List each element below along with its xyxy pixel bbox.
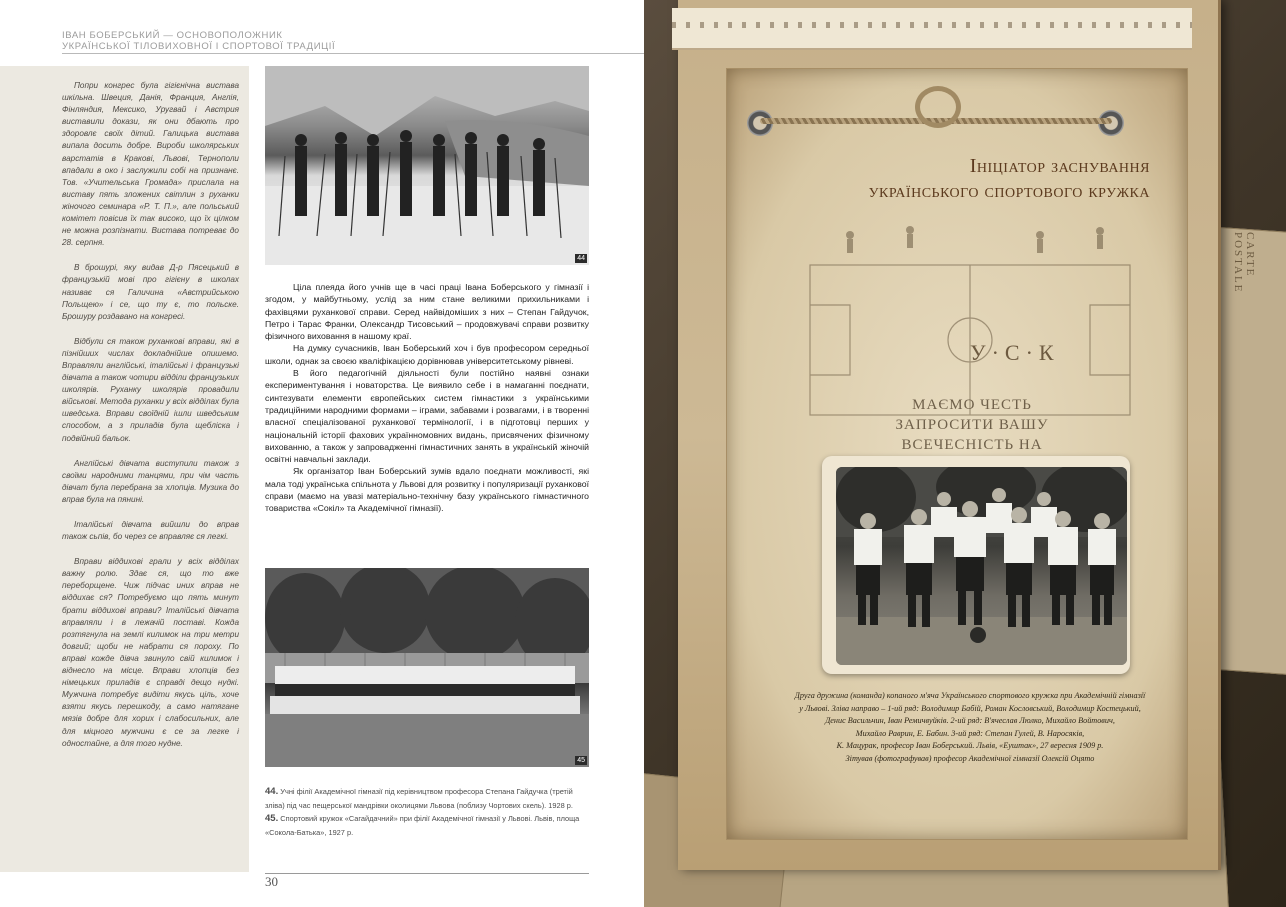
caption-line: Михайло Раврин, Е. Бабин. 3-ий ряд: Степан Гулей, В. Наросяків, — [855, 728, 1085, 738]
running-header — [62, 30, 644, 52]
knot-icon — [915, 86, 961, 128]
photo-captions — [265, 785, 589, 839]
caption-line: Зітував (фотографував) професор Академічної гімназії Олексій Оцято — [845, 753, 1095, 763]
sidebar-text — [62, 80, 239, 763]
body-paragraph: Як організатор Іван Боберський зумів вдало поєднати можливості, які мала тоді українська спільнота у Львові для розвитку і популяризації руханкової справи (маємо на увазі матеріально-технічну базу українського гімнастичного товариства «Сокіл» та Академічної гімназії). — [265, 466, 589, 514]
photo-skiers — [265, 66, 589, 265]
caption-line: Денис Васильчин, Іван Ремичвуйків. 2-ий ряд: В'ячеслав Люлко, Михайло Войтович, — [825, 716, 1115, 726]
caption-number: 44. — [265, 786, 279, 797]
sidebar-paragraph: Італійські дівчата вийшли до вправ також сьпів, бо через се вправляє ся легкі. — [62, 520, 239, 542]
title-line-2: українського спортового кружка — [868, 180, 1150, 202]
team-photo-caption — [775, 690, 1165, 766]
main-text — [265, 281, 589, 515]
notebook-strip — [672, 8, 1192, 50]
caption-45 — [265, 812, 589, 839]
caption-number: 45. — [265, 813, 279, 824]
body-paragraph: В його педагогічній діяльності були постійно наявні ознаки експериментування і новаторства. Це виявило себе і в намаганні поєднати, синтезувати елементи європейських систем гімнастики з українськими традиційними народними формами – іграми, забавами і розвагами, і в творенні власної спеціалізованої руханкової термінології, і в підготовці перших у національній історії фахових українномовних видань, присвячених фізичному вихованню, а також у запровадженні гімнастичних занять в українській жіночій освітні навчальні заклади. — [265, 368, 589, 465]
title-line-1: Ініціатор заснування — [969, 155, 1150, 177]
invitation-banner: МАЄМО ЧЕСТЬ ЗАПРОСИТИ ВАШУ ВСЕЧЕСНІСТЬ НА — [895, 397, 1049, 453]
footer-rule — [265, 873, 589, 874]
usk-emblem: У·С·К — [970, 340, 1060, 365]
photo-number: 44 — [577, 255, 585, 262]
sports-club-illustration — [265, 568, 589, 767]
team-photo — [836, 467, 1127, 665]
sidebar-paragraph: Відбули ся також руханкові вправи, які в пізнійших числах докладнійше опишемо. Вправляли англійські, італійські і французькі дівчата а також чотири відділи французьких школярів. Руханку школярів провадили військові. Метода руханки у всіх відділах була шведська. Вправи своїдній ішли шведським способом, а з приладів була щебліска і подвійний бальок. — [62, 336, 239, 443]
caption-text: Спортовий кружок «Сагайдачний» при філії Академічної гімназії у Львові. Львів, площа «Сокола-Батька», 1927 р. — [265, 814, 580, 837]
caption-line: Друга дружина (команда) копаного м'яча Українського спортового кружка при Академічній гімназії — [794, 691, 1146, 700]
football-team-illustration — [836, 467, 1127, 665]
page-number: 30 — [265, 874, 278, 889]
spread-title — [790, 154, 1150, 204]
skiers-illustration — [265, 66, 589, 265]
caption-text: Учні філії Академічної гімназії під керівництвом професора Степана Гайдучка (третій зліва) під час пещерської мандрівки околицями Львова (поблизу Чортових скель). 1928 р. — [265, 787, 573, 810]
sidebar-paragraph: Англійські дівчата виступили також з своїми народними танцями, при чім часть дівчат була перебрана за хлопців. Музика до вправ була на пянині. — [62, 458, 239, 504]
photo-sports-club — [265, 568, 589, 767]
header-line-2: УКРАЇНСЬКОЇ ТІЛОВИХОВНОЇ І СПОРТОВОЇ ТРАДИЦІЇ — [62, 41, 336, 52]
caption-44 — [265, 785, 589, 812]
photo-number: 45 — [577, 757, 585, 764]
body-paragraph: На думку сучасників, Іван Боберський хоч і був професором середньої школи, однак за своєю кваліфікацією дорівнював університетському рівневі. — [265, 343, 589, 366]
caption-line: у Львові. Зліва направо – 1-ий ряд: Володимир Бабій, Роман Кословський, Володимир Костецький, — [799, 703, 1141, 713]
caption-line: К. Мацурак, професор Іван Боберський. Львів, «Еуштак», 27 вересня 1909 р. — [836, 741, 1104, 751]
body-paragraph: Ціла плеяда його учнів ще в часі праці Івана Боберського у гімназії і згодом, у майбутньому, услід за ним стане великими прихильниками і фахівцями руханкової справи. Серед найвідоміших з них – Степан Гайдучок, Петро і Тарас Франки, Олександр Тисовський – продовжувачі справи розвитку фізичного виховання в нашому краї. — [265, 282, 589, 342]
header-rule — [62, 53, 644, 54]
sidebar-paragraph: Попри конгрес була гігієнічна вистава шкільна. Швеция, Данія, Франция, Англія, Фінляндия, Мексико, Уругвай і Австрия виставили докази, як они дбають про здоровлє своїх дітий. Галицька вистава випала досить добре. Вироби школярських варстатів в Кракові, Львові, Тернополи впадали в око і заслужили собі на признанє. Тов. «Учительська Громада» прислала на виставу пять зложених світлин з руханки жіночого семинара «Р. Т. П.», але польський комітет повісив їх так високо, що їх цілком не можна розпізнати. Вистава потреває до 28. серпня. — [62, 81, 239, 248]
sidebar-paragraph: В брошурі, яку видав Д-р Пясецький в французькій мові про гігієну в школах називає ся Галичина «Австрийською Польщею» і се, що ту є, то польске. Брошуру роздавано на конгресі. — [62, 263, 239, 321]
carte-postale-label: CARTE POSTALE — [1232, 232, 1256, 294]
sidebar-paragraph: Вправи віддихові грали у всіх відділах важну ролю. Здає ся, що то вже переборщене. Чиж підчас иних вправ не віддихає ся? Потребуємо що пять минут брати віддихові вправи? Італійські дівчата вправляли і в лежачій поставі. Кожда розтягнула на землі килимок на три метри довгий; щоби не набрати ся пороху. По вправі кожде дівча звинуло свій килимок і віднесло на місце. Вправи хлопців без німецьких приладів є справді дещо нудкі. Мужчина потребує видіти якусь ціль, хоче взяти якусь перешкоду, а само натягане мязів добре для хорих і слабосильних, але для міцного мужчини є се за легке і одностайне, а для того нудне. — [62, 557, 239, 748]
header-line-1: ІВАН БОБЕРСЬКИЙ — ОСНОВОПОЛОЖНИК — [62, 30, 283, 41]
